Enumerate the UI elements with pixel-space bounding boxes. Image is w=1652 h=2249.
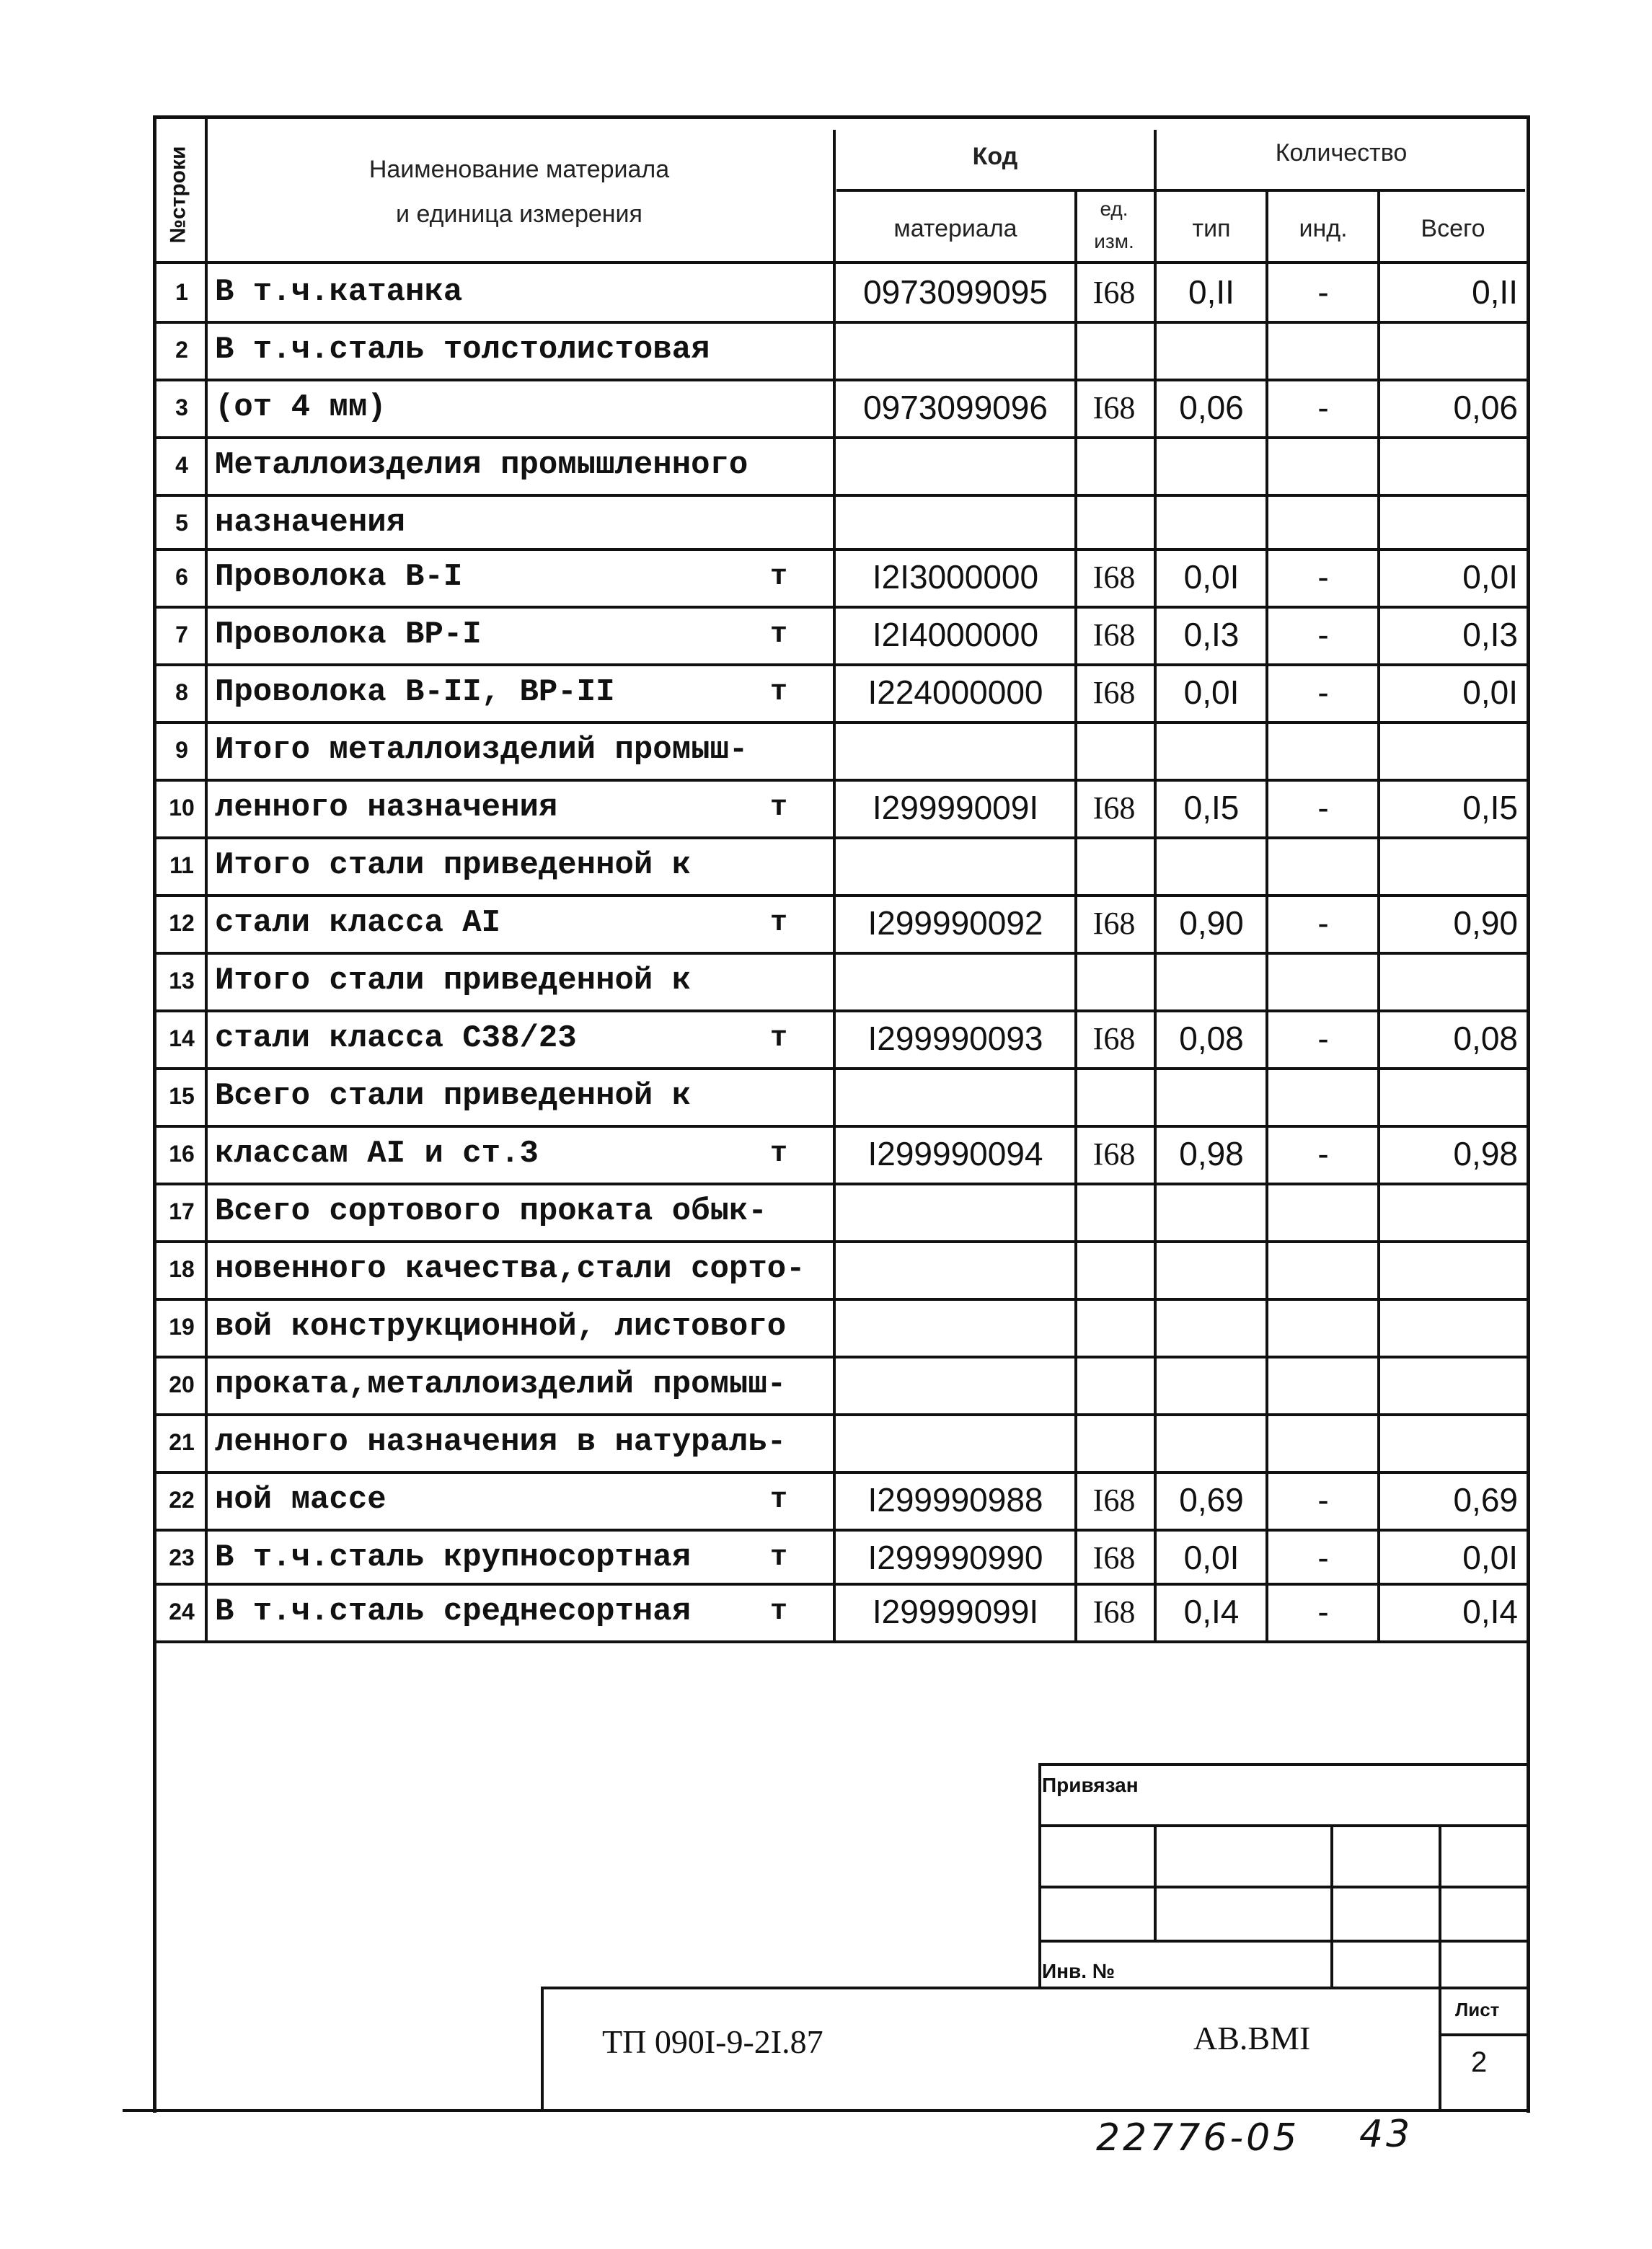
cell-ed [1078,1413,1150,1471]
cell-no: 22 [169,1486,195,1513]
row-rule [153,894,1530,897]
cell-ind: - [1317,389,1329,426]
cell-name: Итого металлоизделий промыш- [215,732,748,768]
cell-ind: - [1317,616,1329,653]
cell-name: классам АI и ст.3 [215,1136,539,1172]
cell-name: ленного назначения в натураль- [215,1424,787,1460]
cell-name: ленного назначения [215,790,558,826]
cell-ed: I68 [1092,674,1136,710]
cell-code: I2I3000000 [872,558,1039,596]
cell-total [1381,1356,1525,1413]
cell-ed [1078,1298,1150,1356]
cell-code [836,836,1074,894]
quantity-header: Количество [1275,139,1408,167]
stamp-col [1154,1824,1157,1940]
cell-total [1381,1413,1525,1471]
row-rule [153,1125,1530,1128]
cell-tip [1157,1298,1265,1356]
cell-code [836,1183,1074,1240]
cell-name: Металлоизделия промышленного [215,447,748,483]
row-rule [153,1183,1530,1185]
cell-name: Всего сортового проката обык- [215,1193,767,1229]
cell-total [1381,436,1525,494]
cell-total: 0,I3 [1462,616,1518,653]
cell-code [836,952,1074,1009]
stamp-top-rule [1038,1763,1530,1766]
cell-code [836,1356,1074,1413]
cell-code: 0973099096 [863,389,1048,426]
row-rule [153,1471,1530,1474]
cell-total: 0,I5 [1462,789,1518,826]
cell-name: стали класса С38/23 [215,1020,577,1056]
cell-code [836,436,1074,494]
cell-ind: - [1317,1481,1329,1519]
cell-total: 0,0I [1462,673,1518,711]
cell-ind [1269,721,1377,779]
cell-no: 10 [169,794,195,821]
cell-tip: 0,90 [1179,904,1244,942]
cell-tip [1157,494,1265,552]
cell-name: Всего стали приведенной к [215,1078,692,1114]
cell-no: 20 [169,1371,195,1397]
cell-ind [1269,1298,1377,1356]
row-rule [153,548,1530,551]
cell-ed [1078,1240,1150,1298]
cell-unit: т [769,1541,787,1574]
cell-ind: - [1317,1593,1329,1630]
cell-unit [743,321,815,379]
row-rule [153,321,1530,324]
total-header: Всего [1421,215,1485,242]
stamp-rule [1038,1940,1530,1943]
cell-ind [1269,952,1377,1009]
cell-code: I299990093 [867,1020,1043,1057]
col-rule-name [833,130,836,1640]
row-rule [153,1583,1530,1586]
row-number-header: №строки [166,146,190,244]
cell-tip: 0,I4 [1183,1593,1240,1630]
ind-header: инд. [1299,215,1348,242]
cell-total [1381,1067,1525,1125]
cell-no: 19 [169,1313,195,1340]
cell-code: I29999009I [872,789,1039,826]
cell-tip [1157,721,1265,779]
cell-code [836,1298,1074,1356]
cell-unit [743,1067,815,1125]
cell-total [1381,1240,1525,1298]
cell-no: 1 [175,278,188,305]
cell-tip [1157,1183,1265,1240]
cell-no: 6 [175,563,188,590]
cell-tip [1157,952,1265,1009]
cell-no: 9 [175,736,188,763]
cell-name: В т.ч.сталь крупносортная [215,1539,692,1576]
stamp-rule [1038,1886,1530,1888]
col-rule-code [1074,189,1077,1640]
sheet-label: Лист [1455,1999,1500,2020]
cell-no: 11 [169,852,194,878]
cell-ed [1078,1183,1150,1240]
cell-total: 0,08 [1453,1020,1518,1057]
cell-no: 23 [169,1544,195,1570]
cell-no: 3 [175,394,188,420]
cell-no: 21 [169,1428,195,1455]
header-rule [836,189,1525,192]
row-rule [153,1356,1530,1358]
cell-name: Итого стали приведенной к [215,847,692,883]
cell-ind: - [1317,1135,1329,1172]
cell-no: 13 [169,967,195,994]
row-rule [153,1009,1530,1012]
code-header: Код [972,143,1018,170]
cell-code: I299990990 [867,1539,1043,1576]
cell-no: 4 [175,451,188,478]
cell-total [1381,952,1525,1009]
cell-ed [1078,836,1150,894]
cell-tip [1157,836,1265,894]
archive-number: 22776-05 [1096,2116,1300,2160]
row-rule [153,1067,1530,1070]
row-rule [153,1240,1530,1243]
cell-tip [1157,1240,1265,1298]
bottom-rule [123,2109,1530,2112]
cell-code [836,1067,1074,1125]
cell-code: I2I4000000 [872,616,1039,653]
cell-ed: I68 [1092,389,1136,425]
cell-no: 16 [169,1140,195,1167]
cell-unit: т [769,1595,787,1628]
cell-unit [743,379,815,436]
cell-total: 0,06 [1453,389,1518,426]
cell-tip: 0,08 [1179,1020,1244,1057]
cell-ed [1078,1356,1150,1413]
cell-tip: 0,0I [1183,673,1240,711]
stamp-rule [1439,2033,1530,2036]
cell-name: (от 4 мм) [215,389,387,425]
cell-no: 18 [169,1255,195,1282]
cell-tip [1157,436,1265,494]
cell-no: 12 [169,909,195,936]
cell-name: В т.ч.сталь толстолистовая [215,332,710,368]
cell-ind: - [1317,1539,1329,1576]
stamp-col [1439,1824,1441,2109]
row-rule [153,836,1530,839]
cell-unit [743,1183,815,1240]
col-rule-ind [1377,189,1380,1640]
col-rule-no [205,119,208,1640]
cell-ind: - [1317,904,1329,942]
cell-name: Итого стали приведенной к [215,963,692,999]
cell-ind [1269,494,1377,552]
cell-no: 17 [169,1198,195,1224]
cell-tip [1157,321,1265,379]
cell-code: I299990094 [867,1135,1043,1172]
cell-ed: I68 [1092,559,1136,595]
cell-total [1381,321,1525,379]
cell-ind: - [1317,789,1329,826]
cell-no: 14 [169,1025,195,1051]
sheet-number: 2 [1471,2046,1488,2078]
cell-tip: 0,98 [1179,1135,1244,1172]
cell-code [836,1413,1074,1471]
cell-ed: I68 [1092,790,1136,826]
cell-ed [1078,721,1150,779]
row-rule [153,1640,1530,1643]
cell-tip: 0,II [1188,273,1234,311]
row-rule [153,494,1530,497]
cell-no: 5 [175,509,188,536]
cell-ed [1078,1067,1150,1125]
cell-name: В т.ч.сталь среднесортная [215,1594,692,1630]
unit-header: ед. [1100,198,1128,220]
header-bottom-rule [153,261,1530,264]
name-header-2: и единица измерения [396,200,642,228]
cell-unit [743,952,815,1009]
cell-total [1381,721,1525,779]
cell-tip [1157,1356,1265,1413]
stamp-rule [1038,1824,1530,1827]
cell-ed: I68 [1092,274,1136,310]
cell-name: вой конструкционной, листового [215,1309,787,1345]
cell-tip: 0,I3 [1183,616,1240,653]
cell-name: стали класса АI [215,905,501,941]
cell-total: 0,I4 [1462,1593,1518,1630]
cell-code [836,321,1074,379]
cell-ind: - [1317,273,1329,311]
cell-code: I224000000 [867,673,1043,711]
cell-ed: I68 [1092,1539,1136,1576]
cell-no: 8 [175,679,188,705]
cell-ed [1078,436,1150,494]
cell-ed: I68 [1092,905,1136,941]
cell-name: назначения [215,505,406,541]
cell-unit: т [769,791,787,824]
cell-ed: I68 [1092,1020,1136,1056]
cell-code [836,1240,1074,1298]
cell-ed: I68 [1092,617,1136,653]
cell-ed [1078,952,1150,1009]
cell-no: 7 [175,621,188,648]
cell-ind [1269,1183,1377,1240]
cell-tip: 0,0I [1183,1539,1240,1576]
cell-unit: т [769,1483,787,1516]
row-rule [153,779,1530,782]
row-rule [153,952,1530,955]
cell-total: 0,0I [1462,1539,1518,1576]
cell-name: Проволока В-I [215,559,463,595]
cell-name: В т.ч.катанка [215,274,463,310]
cell-ed: I68 [1092,1594,1136,1630]
cell-ind [1269,836,1377,894]
row-rule [153,606,1530,609]
cell-ed: I68 [1092,1482,1136,1518]
document-code: ТП 090I-9-2I.87 [602,2023,823,2060]
stamp-col [541,1987,544,2109]
inventory-number-label: Инв. № [1042,1960,1116,1982]
cell-ind: - [1317,558,1329,596]
cell-total [1381,494,1525,552]
cell-total: 0,90 [1453,904,1518,942]
row-rule [153,721,1530,724]
cell-ed: I68 [1092,1136,1136,1172]
cell-unit: т [769,560,787,593]
row-rule [153,1413,1530,1416]
cell-total: 0,0I [1462,558,1518,596]
cell-code [836,721,1074,779]
cell-unit [743,494,815,552]
cell-tip [1157,1067,1265,1125]
cell-unit: т [769,676,787,709]
cell-ind [1269,1067,1377,1125]
cell-ed [1078,494,1150,552]
cell-tip: 0,06 [1179,389,1244,426]
cell-ind [1269,1240,1377,1298]
cell-no: 15 [169,1082,195,1109]
cell-tip: 0,69 [1179,1481,1244,1519]
code-material-header: материала [893,215,1017,242]
cell-tip [1157,1413,1265,1471]
row-rule [153,663,1530,666]
col-rule-tip [1265,189,1268,1640]
row-rule [153,1298,1530,1301]
privyazan-label: Привязан [1042,1774,1139,1796]
stamp-col [1038,1763,1041,1987]
cell-unit [743,1298,815,1356]
cell-total: 0,98 [1453,1135,1518,1172]
cell-unit: т [769,906,787,940]
cell-unit [743,263,815,321]
cell-unit: т [769,618,787,651]
cell-ed [1078,321,1150,379]
cell-name: Проволока ВР-I [215,617,482,653]
cell-no: 2 [175,336,188,363]
cell-code [836,494,1074,552]
unit-header-2: изм. [1094,230,1134,252]
cell-code: I29999099I [872,1593,1039,1630]
cell-total [1381,1298,1525,1356]
sheet-code: АВ.ВМI [1193,2020,1311,2056]
cell-ind [1269,1356,1377,1413]
cell-unit [743,1240,815,1298]
stamp-col [1330,1824,1333,1987]
cell-tip: 0,I5 [1183,789,1240,826]
cell-unit: т [769,1022,787,1055]
row-rule [153,379,1530,381]
cell-ind [1269,436,1377,494]
cell-unit [743,836,815,894]
cell-code: I299990092 [867,904,1043,942]
cell-unit [743,721,815,779]
cell-name: Проволока В-II, ВР-II [215,674,615,710]
cell-ind [1269,1413,1377,1471]
cell-total: 0,II [1472,273,1518,311]
row-rule [153,436,1530,439]
cell-total [1381,1183,1525,1240]
cell-unit [743,1356,815,1413]
cell-code: 0973099095 [863,273,1048,311]
cell-ind: - [1317,1020,1329,1057]
cell-unit [743,1413,815,1471]
type-header: тип [1192,215,1231,242]
col-rule-unit [1154,130,1157,1640]
cell-name: ной массе [215,1482,387,1518]
cell-code: I299990988 [867,1481,1043,1519]
row-rule [153,1529,1530,1532]
name-header: Наименование материала [368,155,670,183]
cell-ind [1269,321,1377,379]
cell-total [1381,836,1525,894]
cell-unit: т [769,1137,787,1170]
cell-name: проката,металлоизделий промыш- [215,1366,787,1402]
cell-no: 24 [169,1598,195,1625]
cell-unit [743,436,815,494]
cell-name: новенного качества,стали сорто- [215,1251,805,1287]
stamp-rule [541,1987,1530,1989]
cell-ind: - [1317,673,1329,711]
cell-total: 0,69 [1453,1481,1518,1519]
cell-tip: 0,0I [1183,558,1240,596]
page-number: 43 [1359,2113,1413,2156]
